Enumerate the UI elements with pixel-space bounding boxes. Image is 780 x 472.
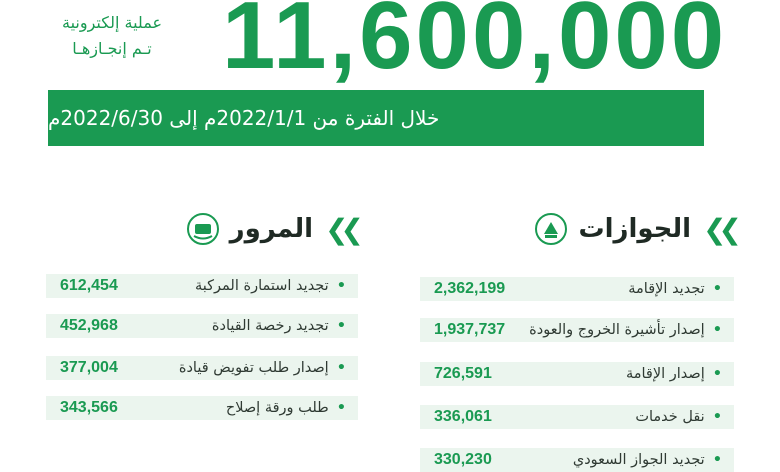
traffic-row — [46, 314, 358, 338]
passports-row — [420, 448, 734, 472]
row-label: •تجديد الجواز السعودي — [572, 452, 722, 468]
traffic-title: المرور — [229, 214, 314, 244]
period-banner — [48, 90, 704, 146]
row-label: •إصدار تأشيرة الخروج والعودة — [529, 322, 722, 338]
row-value: 336,061 — [434, 408, 492, 425]
passports-row — [420, 405, 734, 429]
passports-row — [420, 362, 734, 386]
row-label: •تجديد الإقامة — [628, 281, 722, 297]
traffic-row — [46, 356, 358, 380]
traffic-emblem-icon — [186, 212, 220, 246]
row-value: 452,968 — [60, 317, 118, 334]
chevrons-icon: ❯❯ — [325, 212, 356, 246]
chevrons-icon: ❯❯ — [703, 212, 734, 246]
passports-emblem-icon — [534, 212, 568, 246]
row-value: 612,454 — [60, 277, 118, 294]
passports-section-title — [534, 212, 734, 246]
row-label: •نقل خدمات — [635, 409, 722, 425]
passports-row — [420, 277, 734, 301]
passports-row — [420, 318, 734, 342]
row-value: 2,362,199 — [434, 280, 506, 297]
row-value: 330,230 — [434, 451, 492, 468]
traffic-row — [46, 274, 358, 298]
total-operations-number: 11,600,000 — [222, 0, 728, 89]
row-label: •إصدار طلب تفويض قيادة — [178, 360, 346, 376]
row-value: 726,591 — [434, 365, 492, 382]
row-value: 343,566 — [60, 399, 118, 416]
row-label: •طلب ورقة إصلاح — [225, 400, 346, 416]
row-value: 377,004 — [60, 359, 118, 376]
hero-caption-line1: عملية إلكترونية — [62, 13, 162, 32]
hero-caption — [28, 10, 196, 62]
passports-title: الجوازات — [578, 214, 692, 244]
row-value: 1,937,737 — [434, 321, 506, 338]
period-text: خلال الفترة من 2022/1/1م إلى 2022/6/30م — [48, 106, 440, 130]
hero-caption-line2: تـم إنجـازهـا — [72, 39, 152, 58]
row-label: •إصدار الإقامة — [625, 366, 722, 382]
row-label: •تجديد استمارة المركبة — [195, 278, 346, 294]
row-label: •تجديد رخصة القيادة — [211, 318, 346, 334]
traffic-section-title — [186, 212, 356, 246]
traffic-row — [46, 396, 358, 420]
